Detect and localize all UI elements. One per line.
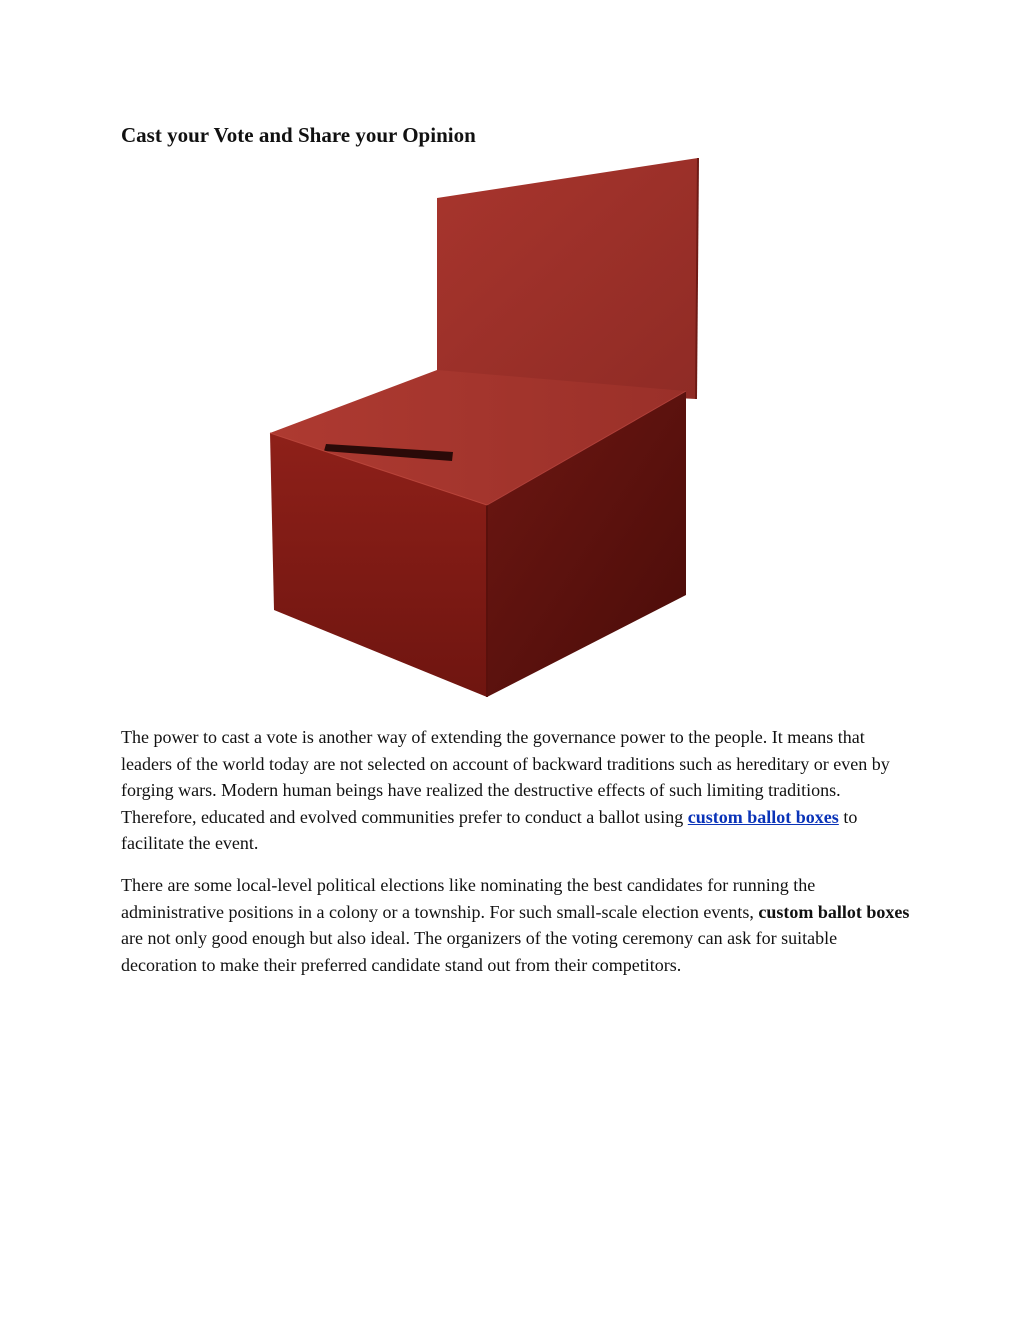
page-title: Cast your Vote and Share your Opinion	[121, 123, 476, 147]
paragraph-1-text-end: to facilitate the event.	[121, 806, 858, 854]
box-header-board	[437, 158, 698, 399]
ballot-box-illustration	[262, 155, 712, 700]
paragraph-2-text-end: are not only good enough but also ideal. The organizers of the voting ceremony can ask for suitable decoration to make their preferred candidate stand out from their competitors.	[121, 928, 838, 975]
ballot-box-image	[262, 155, 712, 700]
paragraph-2-text-start: There are some local-level political elections like nominating the best candidates for running the administrative positions in a colony or a township. For such small-scale election events,	[121, 875, 816, 922]
paragraph-2	[121, 872, 911, 978]
paragraph-2-bold-term: custom ballot boxes	[758, 901, 910, 922]
paragraph-1	[121, 724, 911, 857]
paragraph-1-text-start: The power to cast a vote is another way of extending the governance power to the people. It means that leaders of the world today are not selected on account of backward traditions such as hereditary or even by forging wars. Modern human beings have realized the destructive effects of such limiting traditions. Therefore, educated and evolved communities prefer to conduct a ballot using	[121, 727, 890, 827]
custom-ballot-boxes-link[interactable]: custom ballot boxes	[687, 806, 839, 827]
